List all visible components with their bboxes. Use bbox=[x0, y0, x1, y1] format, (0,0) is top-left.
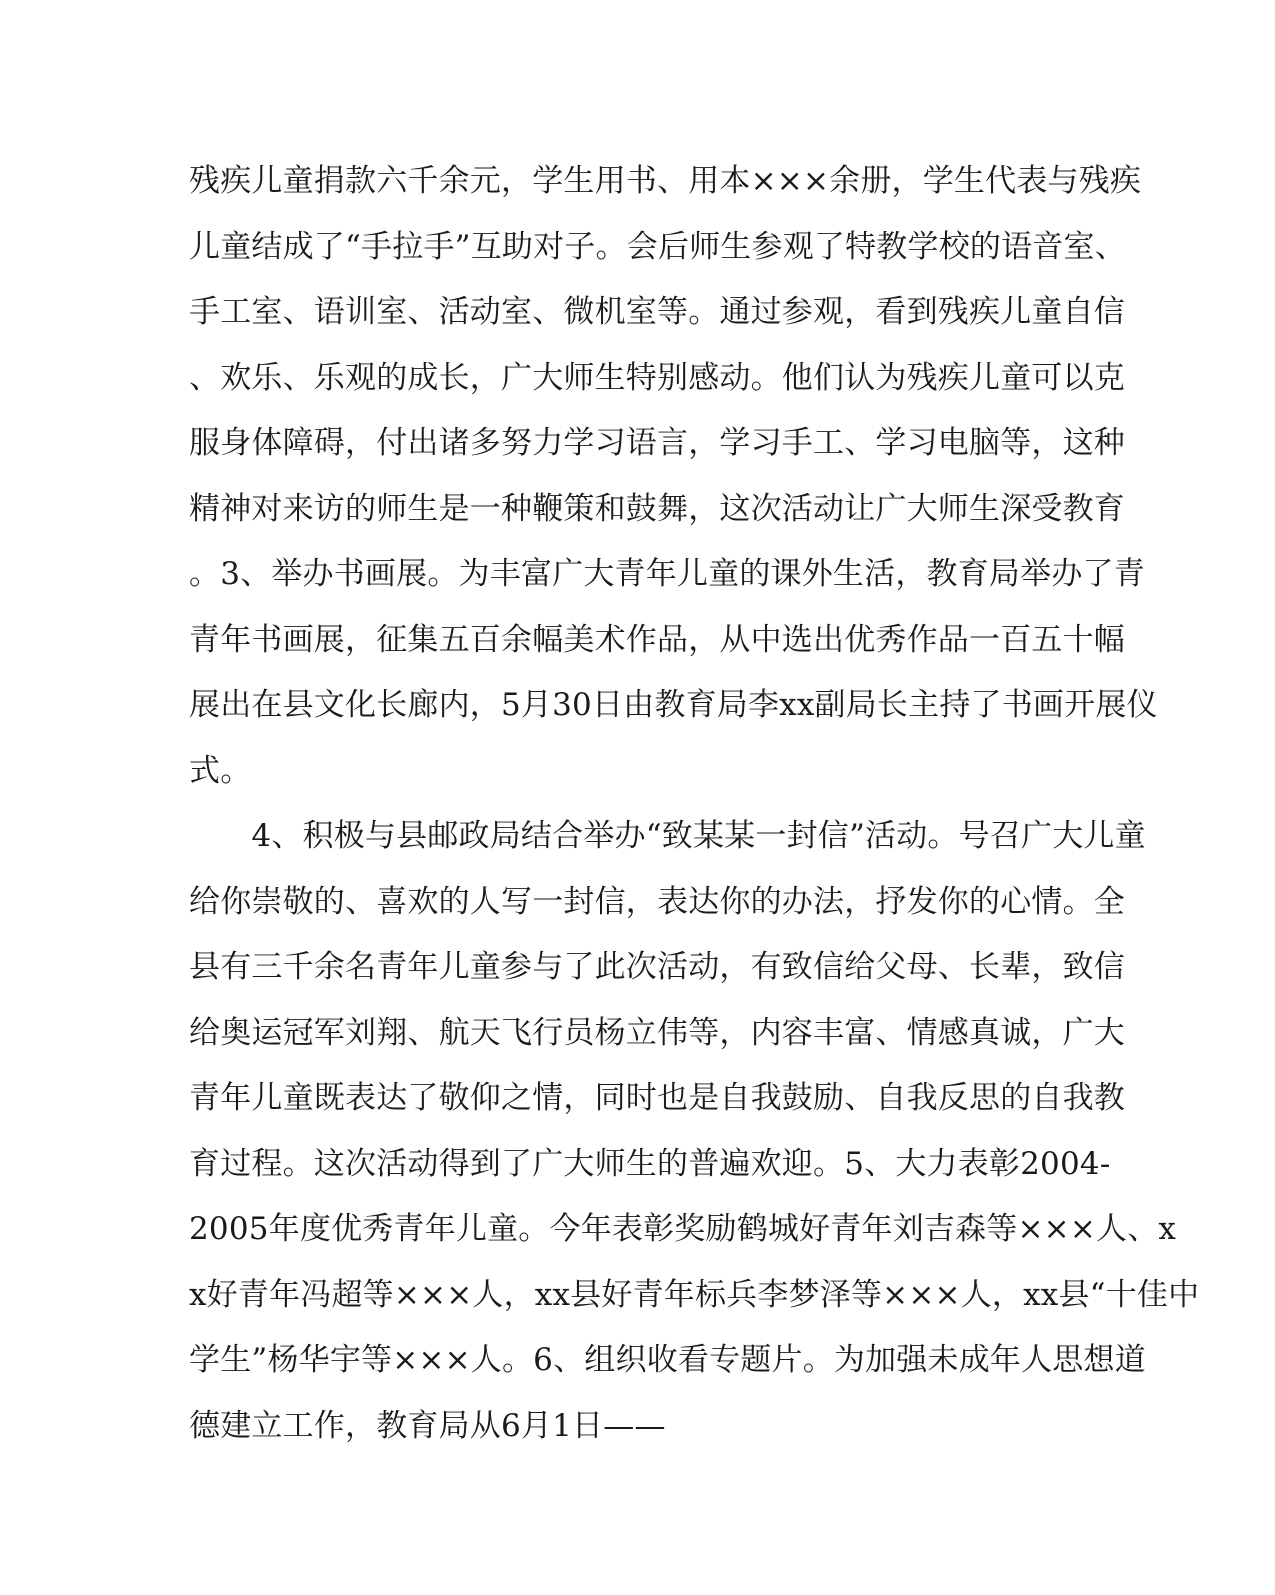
text-line: 精神对来访的师生是一种鞭策和鼓舞，这次活动让广大师生深受教育 bbox=[189, 490, 1125, 527]
text-line: 儿童结成了“手拉手”互助对子。会后师生参观了特教学校的语音室、 bbox=[189, 228, 1126, 265]
text-line: 德建立工作，教育局从6月1日—— bbox=[189, 1407, 666, 1444]
text-line: 2005年度优秀青年儿童。今年表彰奖励鹤城好青年刘吉森等×××人、x bbox=[189, 1211, 1177, 1247]
text-line: 县有三千余名青年儿童参与了此次活动，有致信给父母、长辈，致信 bbox=[189, 949, 1125, 985]
text-line: 4、积极与县邮政局结合举办“致某某一封信”活动。号召广大儿童 bbox=[189, 818, 1146, 854]
text-line: 学生”杨华宇等×××人。6、组织收看专题片。为加强未成年人思想道 bbox=[189, 1342, 1146, 1378]
text-line: 残疾儿童捐款六千余元，学生用书、用本×××余册，学生代表与残疾 bbox=[189, 163, 1142, 199]
text-line: x好青年冯超等×××人，xx县好青年标兵李梦泽等×××人，xx县“十佳中 bbox=[189, 1276, 1200, 1313]
text-line: 式。 bbox=[189, 752, 252, 789]
text-line: 育过程。这次活动得到了广大师生的普遍欢迎。5、大力表彰2004- bbox=[189, 1145, 1111, 1182]
text-line: 青年儿童既表达了敬仰之情，同时也是自我鼓励、自我反思的自我教 bbox=[189, 1080, 1125, 1116]
text-line: 手工室、语训室、活动室、微机室等。通过参观，看到残疾儿童自信 bbox=[189, 294, 1125, 330]
text-line: 给你崇敬的、喜欢的人写一封信，表达你的办法，抒发你的心情。全 bbox=[189, 883, 1125, 920]
text-line: 、欢乐、乐观的成长，广大师生特别感动。他们认为残疾儿童可以克 bbox=[189, 359, 1125, 396]
text-line: 给奥运冠军刘翔、航天飞行员杨立伟等，内容丰富、情感真诚，广大 bbox=[189, 1014, 1125, 1051]
text-line: 服身体障碍，付出诸多努力学习语言，学习手工、学习电脑等，这种 bbox=[189, 425, 1125, 461]
text-line: 。3、举办书画展。为丰富广大青年儿童的课外生活，教育局举办了青 bbox=[189, 556, 1145, 592]
text-line: 展出在县文化长廊内，5月30日由教育局李xx副局长主持了书画开展仪 bbox=[189, 687, 1158, 723]
text-line: 青年书画展，征集五百余幅美术作品，从中选出优秀作品一百五十幅 bbox=[189, 621, 1125, 658]
body-text bbox=[189, 149, 1200, 1459]
